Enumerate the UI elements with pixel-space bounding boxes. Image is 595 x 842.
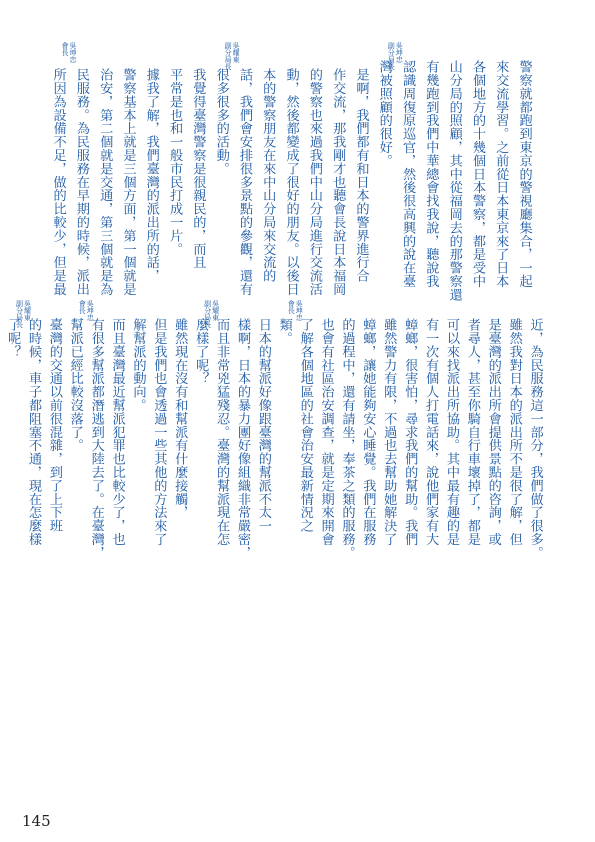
text-column: 雖然現在沒有和幫派有什麼接觸，: [172, 318, 188, 519]
text-column: 本的警察朋友在來中山分局來交流的: [260, 68, 276, 283]
text-column: 有一次有個人打電話來，說他們家有大: [423, 318, 439, 546]
text-column: 但是我們也會透過一些其他的方法來了: [151, 318, 167, 546]
text-column: 各個地方的十幾個日本警察，都是受中: [469, 60, 485, 288]
text-column: 所因為設備不足，做的比較少，但是最: [50, 68, 66, 296]
text-column: 有很多幫派都潛逃到大陸去了。在臺灣，: [88, 318, 104, 560]
speaker-label: 吳耀東: [232, 42, 241, 63]
speaker-label: 副分局長: [203, 300, 212, 328]
text-column: 近，為民服務這一部分，我們做了很多。: [527, 318, 543, 560]
text-column: 警察就都跑到東京的警視廳集合，一起: [516, 60, 532, 288]
text-column: 臺灣的交通以前很混雜，到了上下班: [46, 318, 62, 533]
text-column: 的時候，車子都阻塞不通，現在怎麼樣: [25, 318, 41, 546]
text-column: 作交流，那我剛才也聽會長說日本福岡: [330, 68, 346, 296]
text-column: 話，我們會安排很多景點的參觀，還有: [236, 68, 252, 296]
text-column: 是臺灣的派出所會提供景點的咨詢，或: [485, 318, 501, 546]
text-column: 而且非常兇猛殘忍。臺灣的幫派現在怎: [214, 318, 230, 546]
text-column: 山分局的照顧，其中從福岡去的那警察還: [446, 60, 462, 302]
text-column: 類。: [276, 318, 292, 345]
text-column: 據我了解，我們臺灣的派出所的話，: [143, 68, 159, 283]
speaker-label: 吳坤忠: [395, 42, 404, 63]
text-column: 蟑螂，讓她能夠安心睡覺。我們在服務: [360, 318, 376, 546]
text-column: 民服務。為民服務在早期的時候，派出: [73, 68, 89, 296]
text-column: 日本的幫派好像跟臺灣的幫派不太一: [255, 318, 271, 533]
speaker-label: 吳坤忠: [69, 42, 77, 63]
text-column: 動，然後都變成了很好的朋友。以後日: [283, 68, 299, 296]
text-column: 樣啊，日本的暴力團好像組織非常嚴密，: [234, 318, 250, 560]
text-column: 平常是也和一般市民打成一片。: [167, 68, 183, 256]
text-column: 蟑螂，很害怕，尋求我們的幫助。我們: [402, 318, 418, 546]
speaker-label: 會長: [61, 42, 69, 56]
text-column: 來交流學習。之前從日本東京來了日本: [493, 60, 509, 288]
text-column: 有幾跑到我們中華總會找我說，聽說我: [423, 60, 439, 288]
speaker-label: 吳坤忠: [86, 300, 95, 321]
text-column: 的警察也來過我們中山分局進行交流活: [306, 68, 322, 296]
text-column: 的過程中，還有請坐，奉茶之類的服務。: [339, 318, 355, 560]
text-column: 警察基本上就是三個方面，第一個就是: [120, 68, 136, 296]
text-column: 了解各個地區的社會治安最新情況之: [297, 318, 313, 533]
page-number: 145: [22, 812, 51, 830]
text-column: 者尋人，甚至你騎自行車壞掉了，都是: [464, 318, 480, 546]
text-column: 是啊，我們都有和日本的警界進行合: [353, 68, 369, 283]
text-column: 雖然我對日本的派出所不是很了解，但: [506, 318, 522, 546]
text-column: 解幫派的動向。: [130, 318, 146, 412]
speaker-label: 吳耀東: [23, 300, 32, 321]
text-column: 麼樣了呢？: [193, 318, 209, 385]
speaker-label: 副分局長: [224, 42, 233, 70]
text-column: 了呢？: [5, 318, 21, 359]
text-column: 認識周復原巡官，然後很高興的說在臺: [400, 60, 416, 288]
speaker-label: 副分局長: [387, 42, 396, 70]
text-column: 我覺得臺灣警察是很親民的，而且: [190, 68, 206, 269]
speaker-label: 吳坤忠: [295, 300, 304, 321]
text-column: 也會有社區治安調查，就是定期來開會: [318, 318, 334, 546]
speaker-label: 會長: [78, 300, 87, 314]
speaker-label: 吳耀東: [211, 300, 220, 321]
text-column: 可以來找派出所協助。其中最有趣的是: [443, 318, 459, 546]
text-column: 雖然警力有限，不過也去幫助她解決了: [381, 318, 397, 546]
text-column: 很多很多的活動。: [213, 68, 229, 176]
text-column: 幫派已經比較沒落了。: [67, 318, 83, 452]
text-column: 治安，第二個就是交通，第三個就是為: [97, 68, 113, 296]
text-column: 灣被照顧的很好。: [376, 60, 392, 168]
speaker-label: 會長: [287, 300, 296, 314]
speaker-label: 副分局長: [15, 300, 24, 328]
text-column: 而且臺灣最近幫派犯罪也比較少了，也: [109, 318, 125, 546]
